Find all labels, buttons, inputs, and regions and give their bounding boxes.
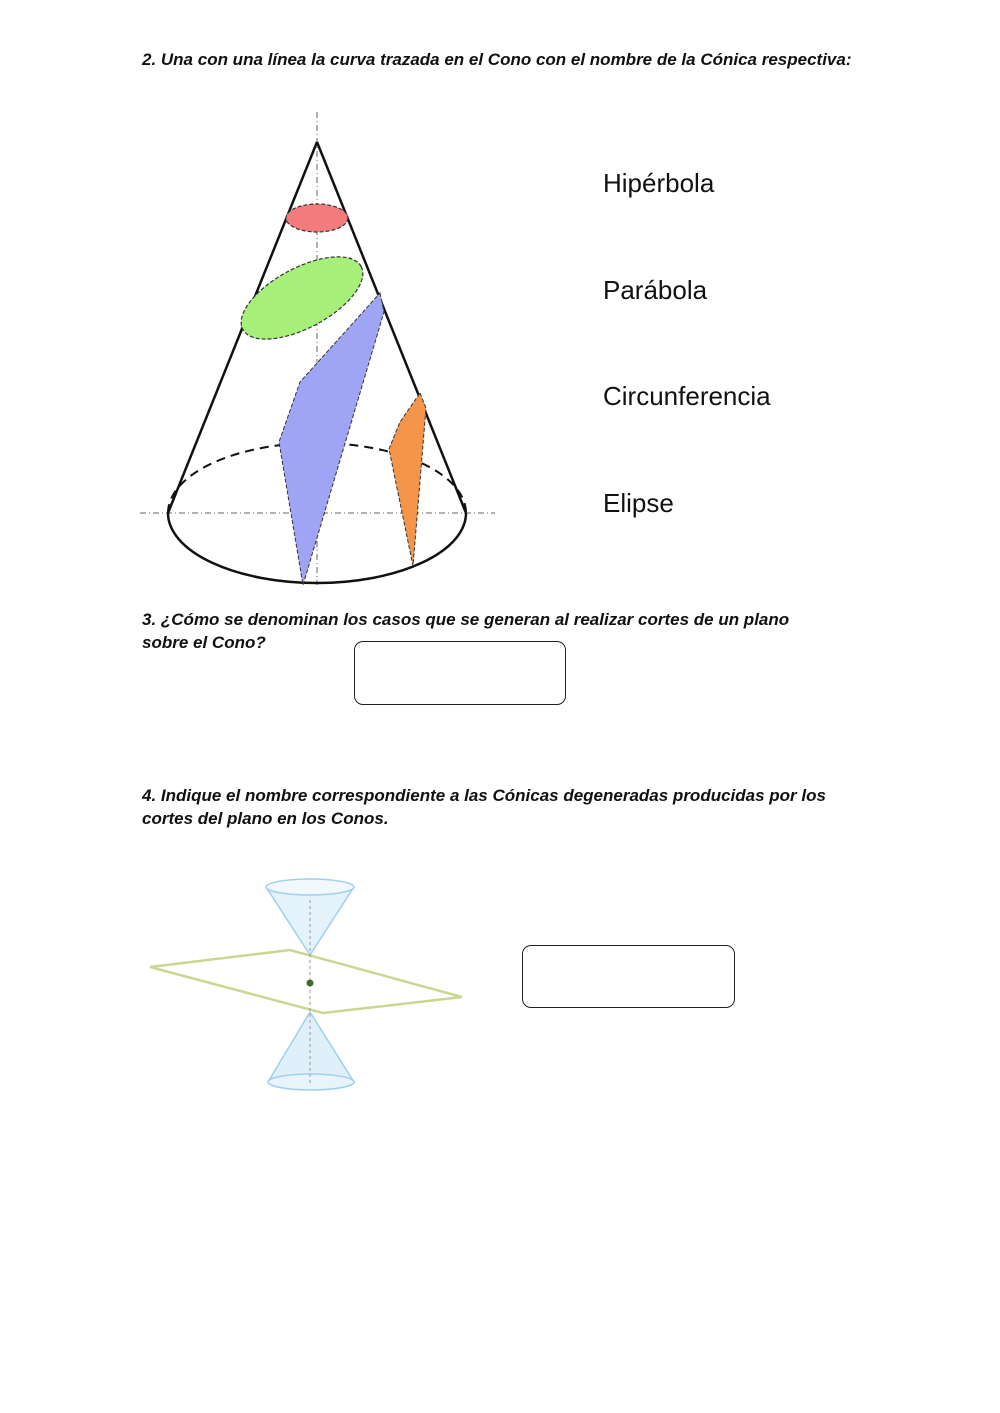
- degenerate-conic-diagram: [150, 879, 462, 1090]
- label-parabola[interactable]: Parábola: [603, 275, 708, 305]
- question-2-text: 2. Una con una línea la curva trazada en el Cono con el nombre de la Cónica respectiva:: [142, 50, 852, 69]
- label-elipse[interactable]: Elipse: [603, 488, 674, 518]
- question-3-answer-box[interactable]: [354, 641, 566, 705]
- vertex-point: [307, 980, 314, 987]
- question-3-text: 3. ¿Cómo se denominan los casos que se generan al realizar cortes de un plano sobre el Cono?: [142, 610, 790, 652]
- question-4-answer-box[interactable]: [522, 945, 735, 1008]
- label-hiperbola[interactable]: Hipérbola: [603, 168, 715, 198]
- parabola-section: [279, 293, 384, 585]
- label-circunferencia[interactable]: Circunferencia: [603, 381, 771, 411]
- hyperbola-section: [389, 393, 426, 566]
- question-4-text: 4. Indique el nombre correspondiente a las Cónicas degeneradas producidas por los cortes del plano en los Conos.: [142, 786, 826, 828]
- circle-section: [286, 204, 348, 232]
